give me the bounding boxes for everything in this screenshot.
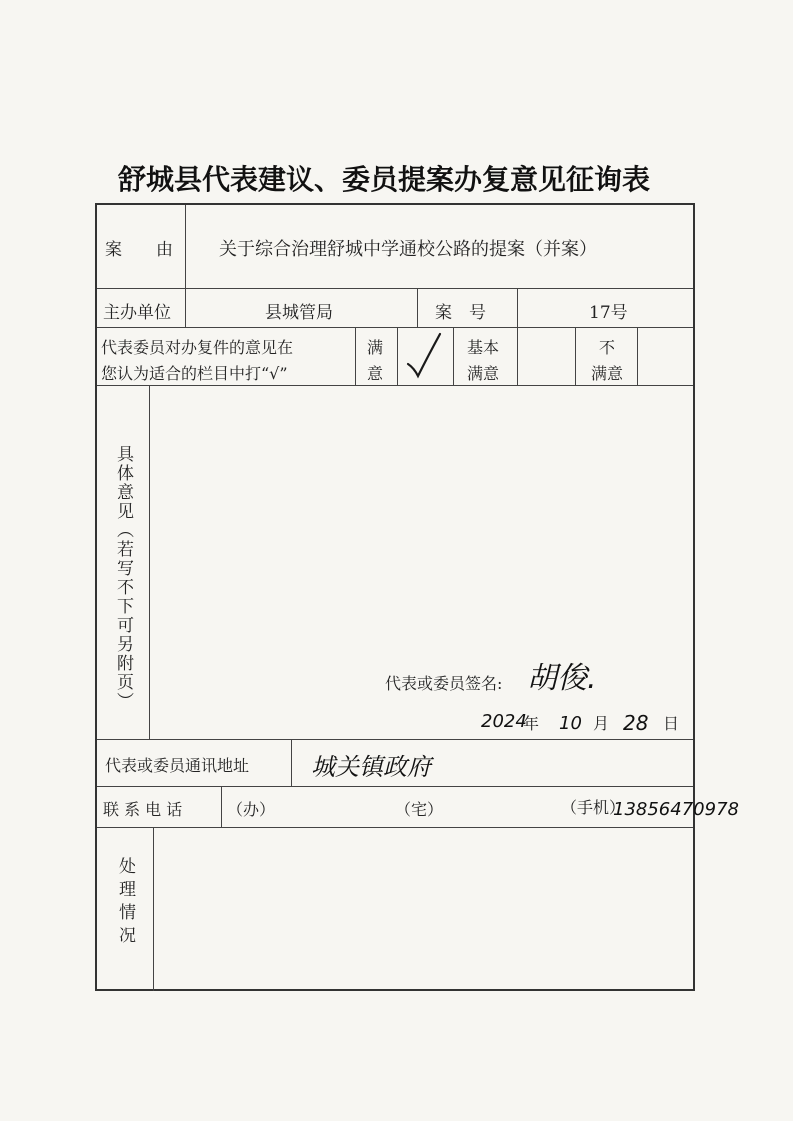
signature-value: 胡俊. xyxy=(527,661,597,696)
unit-value: 县城管局 xyxy=(265,303,333,323)
detail-opinion-area[interactable] xyxy=(151,387,691,667)
col-divider xyxy=(417,288,418,327)
col-divider xyxy=(185,288,186,327)
unit-label: 主办单位 xyxy=(103,303,171,323)
row-divider xyxy=(97,385,693,386)
date-month-unit: 月 xyxy=(593,714,610,733)
case-no-label: 案 号 xyxy=(435,303,486,323)
satisfied-label: 满 xyxy=(367,338,384,357)
col-divider xyxy=(291,739,292,786)
satisfied-label: 意 xyxy=(367,364,384,383)
col-divider xyxy=(153,827,154,991)
satisfied-checkbox[interactable] xyxy=(398,328,452,384)
opinion-prompt-line1: 代表委员对办复件的意见在 xyxy=(101,338,294,357)
address-label: 代表或委员通讯地址 xyxy=(105,756,250,775)
check-mark-icon xyxy=(398,328,452,384)
col-divider xyxy=(149,385,150,739)
signature-label: 代表或委员签名: xyxy=(385,674,503,693)
date-year-unit: 年 xyxy=(523,714,540,733)
unsatisfied-label: 不 xyxy=(599,338,616,357)
reason-value: 关于综合治理舒城中学通校公路的提案（并案） xyxy=(219,239,597,260)
unsatisfied-checkbox[interactable] xyxy=(638,328,692,384)
col-divider xyxy=(355,327,356,385)
phone-mobile-label: （手机） xyxy=(561,798,626,817)
phone-mobile-value: 13856470978 xyxy=(613,799,739,820)
date-year: 2024 xyxy=(481,711,527,732)
col-divider xyxy=(453,327,454,385)
row-divider xyxy=(97,827,693,828)
date-day-unit: 日 xyxy=(663,714,680,733)
reason-label: 案 由 xyxy=(105,240,173,260)
col-divider xyxy=(185,205,186,288)
basic-satisfied-label: 满意 xyxy=(467,364,500,383)
col-divider xyxy=(517,288,518,327)
row-divider xyxy=(97,786,693,787)
case-no-value: 17号 xyxy=(589,303,628,323)
date-day: 28 xyxy=(623,711,649,735)
row-divider xyxy=(97,288,693,289)
unsatisfied-label: 满意 xyxy=(591,364,624,383)
handling-area[interactable] xyxy=(155,829,691,989)
page-title: 舒城县代表建议、委员提案办复意见征询表 xyxy=(118,163,651,196)
basic-satisfied-checkbox[interactable] xyxy=(518,328,574,384)
detail-label: 具体意见（若写不下可另附页） xyxy=(113,445,133,711)
handling-label: 处理情况 xyxy=(115,857,135,949)
phone-office-label: （办） xyxy=(227,800,276,819)
phone-home-label: （宅） xyxy=(395,800,444,819)
col-divider xyxy=(575,327,576,385)
opinion-prompt-line2: 您认为适合的栏目中打“√” xyxy=(101,364,288,383)
row-divider xyxy=(97,327,693,328)
phone-label: 联 系 电 话 xyxy=(103,800,183,819)
date-month: 10 xyxy=(559,713,582,734)
address-value: 城关镇政府 xyxy=(311,753,431,781)
basic-satisfied-label: 基本 xyxy=(467,338,500,357)
col-divider xyxy=(221,786,222,827)
row-divider xyxy=(97,739,693,740)
inquiry-form-table xyxy=(95,203,739,991)
